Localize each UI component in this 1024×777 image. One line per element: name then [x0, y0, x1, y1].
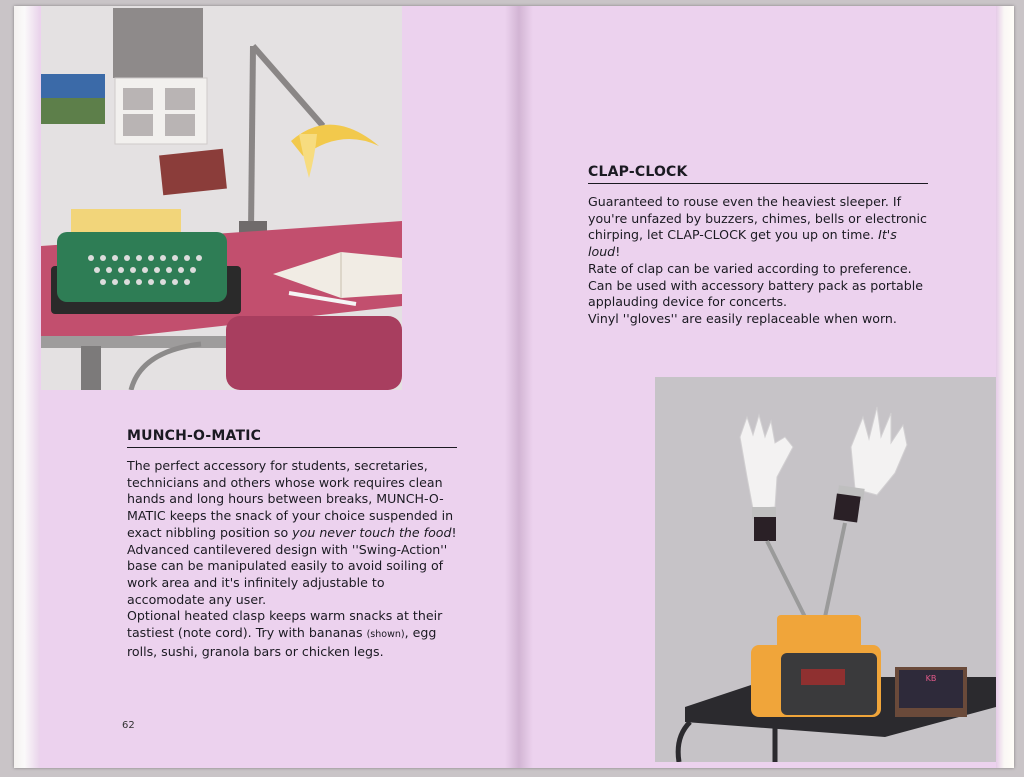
book-gutter	[505, 6, 533, 768]
left-page-edges	[14, 6, 40, 768]
clap-clock-paragraph-2: Rate of clap can be varied according to preference.	[588, 260, 912, 276]
clap-clock-photo	[655, 377, 996, 762]
clap-clock-illustration	[655, 377, 996, 762]
clap-clock-body	[588, 194, 928, 328]
munch-o-matic-article	[127, 428, 457, 660]
munch-o-matic-paragraph-2: Optional heated clasp keeps warm snacks at their tastiest (note cord). Try with bananas (shown), egg rolls, sushi, granola bars or chicken legs.	[127, 608, 443, 659]
typewriter	[57, 232, 227, 302]
clap-clock-paragraph-1: Guaranteed to rouse even the heaviest sleeper. If you're unfazed by buzzers, chimes, bells or electronic chirping, let CLAP-CLOCK get you up on time. It's loud!	[588, 194, 927, 260]
small-book-title: KB	[925, 674, 937, 683]
desk-scene-illustration	[41, 6, 402, 390]
wall-poster	[113, 8, 203, 78]
right-page-edges	[996, 6, 1014, 768]
clap-clock-paragraph-4: Vinyl ''gloves'' are easily replaceable when worn.	[588, 310, 897, 326]
munch-o-matic-photo	[41, 6, 402, 390]
clock-display	[801, 669, 845, 685]
munch-o-matic-body	[127, 458, 457, 660]
munch-o-matic-title: MUNCH-O-MATIC	[127, 428, 457, 448]
clap-clock-paragraph-3: Can be used with accessory battery pack as portable applauding device for concerts.	[588, 277, 923, 310]
munch-o-matic-paragraph-1: The perfect accessory for students, secretaries, technicians and others whose work requires clean hands and long hours between breaks, MUNCH-O-MATIC keeps the snack of your choice suspended in exact nibbling position so you never touch the food! Advanced cantilevered design with ''Swing-Action'' base can be manipulated easily to avoid soiling of work area and it's infinitely adjustable to accomodate any user.	[127, 458, 457, 607]
clap-clock-title: CLAP-CLOCK	[588, 164, 928, 184]
clap-clock-article	[588, 164, 928, 328]
page-number: 62	[122, 720, 135, 731]
office-chair	[226, 316, 402, 390]
postcard-crowd	[159, 149, 227, 195]
